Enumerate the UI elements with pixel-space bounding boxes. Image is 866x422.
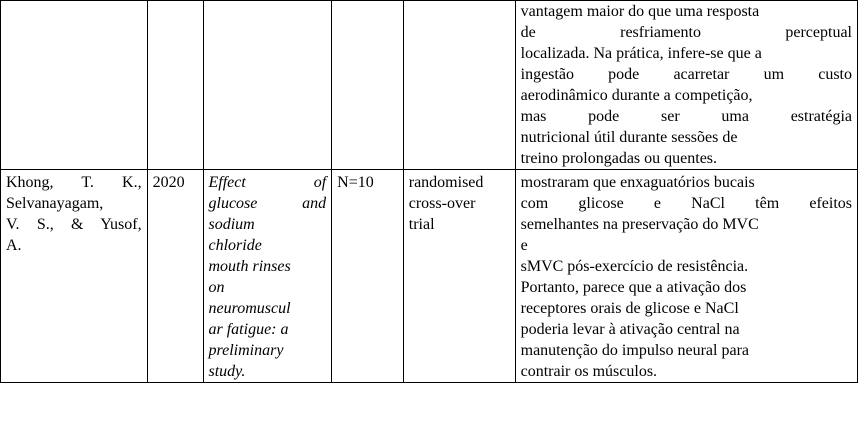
title-line: mouth rinses: [208, 258, 291, 275]
author-line: Selvanayagam,: [6, 195, 104, 212]
findings-line: localizada. Na prática, infere-se que a: [520, 45, 762, 62]
title-line: chloride: [208, 237, 262, 254]
findings-line: e: [520, 237, 528, 254]
author-line: V. S., & Yusof,: [6, 216, 142, 233]
findings-line: Portanto, parece que a ativação dos: [520, 279, 747, 296]
findings-line: semelhantes na preservação do MVC: [520, 216, 759, 233]
author-line: A.: [6, 237, 22, 254]
title-line: Effect of: [208, 174, 327, 191]
year-cell: [147, 170, 203, 383]
sample-cell: [332, 1, 404, 170]
sample-cell: [332, 170, 404, 383]
title-cell: [203, 170, 332, 383]
findings-line: nutricional útil durante sessões de: [520, 129, 738, 146]
author-line: Khong, T. K.,: [6, 174, 142, 191]
findings-line: manutenção do impulso neural para: [520, 342, 749, 359]
table-row: [1, 1, 858, 170]
table-row: [1, 170, 858, 383]
authors-cell: [1, 1, 148, 170]
findings-line: treino prolongadas ou quentes.: [520, 150, 718, 167]
title-line: on: [208, 279, 225, 296]
design-line: trial: [408, 216, 435, 233]
title-line: ar fatigue: a: [208, 321, 289, 338]
title-line: study.: [208, 363, 246, 380]
year-text: 2020: [152, 174, 185, 191]
findings-line: ingestão pode acarretar um custo: [520, 66, 852, 83]
design-line: randomised: [408, 174, 484, 191]
findings-cell: [515, 170, 857, 383]
findings-line: vantagem maior do que uma resposta: [520, 3, 760, 20]
design-cell: [403, 170, 515, 383]
findings-line: com glicose e NaCl têm efeitos: [520, 195, 852, 212]
title-cell: [203, 1, 332, 170]
design-line: cross-over: [408, 195, 476, 212]
findings-cell: [515, 1, 857, 170]
findings-line: poderia levar à ativação central na: [520, 321, 740, 338]
title-line: neuromuscul: [208, 300, 291, 317]
title-line: glucose and: [208, 195, 327, 212]
findings-line: de resfriamento perceptual: [520, 24, 852, 41]
findings-line: contrair os músculos.: [520, 363, 658, 380]
design-cell: [403, 1, 515, 170]
findings-line: aerodinâmico durante a competição,: [520, 87, 753, 104]
findings-line: sMVC pós-exercício de resistência.: [520, 258, 749, 275]
year-cell: [147, 1, 203, 170]
authors-cell: [1, 170, 148, 383]
title-line: sodium: [208, 216, 255, 233]
title-line: preliminary: [208, 342, 284, 359]
findings-line: mas pode ser uma estratégia: [520, 108, 852, 125]
findings-line: mostraram que enxaguatórios bucais: [520, 174, 755, 191]
sample-text: N=10: [337, 174, 374, 191]
findings-line: receptores orais de glicose e NaCl: [520, 300, 739, 317]
